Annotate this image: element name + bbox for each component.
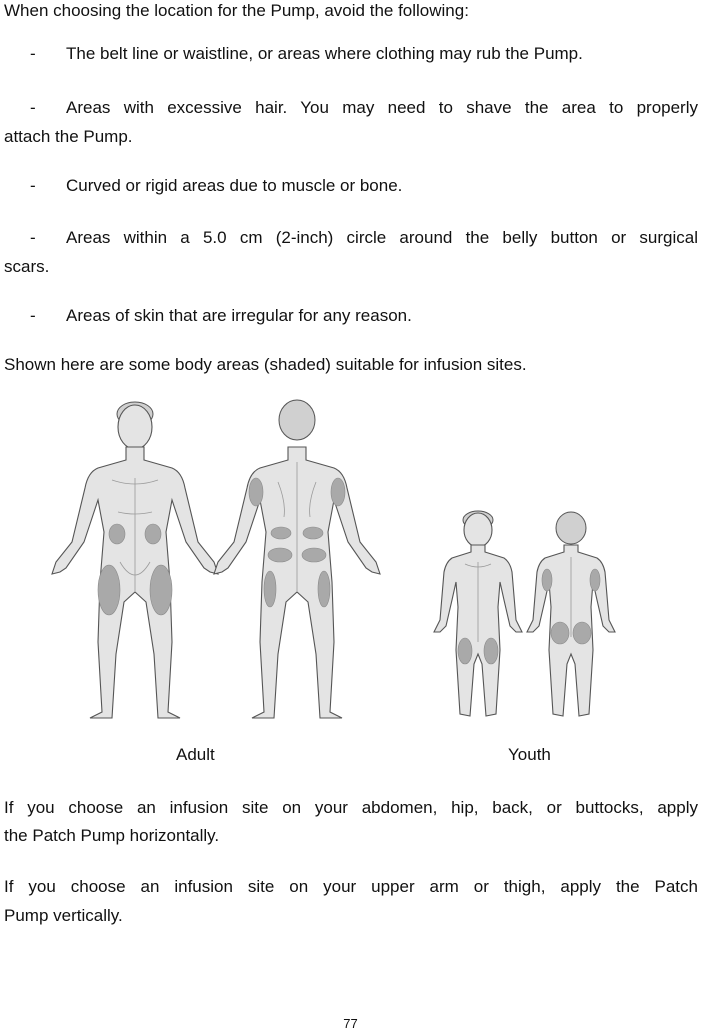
youth-back-figure xyxy=(527,512,615,716)
caption-adult: Adult xyxy=(176,745,215,764)
paragraph-vertical: If you choose an infusion site on your upper arm or thigh, apply the Patch xyxy=(4,877,698,896)
bullet-text: Curved or rigid areas due to muscle or bone. xyxy=(66,176,403,195)
caption-youth: Youth xyxy=(508,745,551,764)
bullet-dash: - xyxy=(30,176,36,195)
bullet-text: Areas with excessive hair. You may need to shave the area to properly xyxy=(66,98,698,117)
paragraph-vertical-continued: Pump vertically. xyxy=(4,906,123,925)
adult-back-figure xyxy=(214,400,380,718)
infusion-sites-figure xyxy=(0,392,701,732)
bullet-dash: - xyxy=(30,98,36,117)
bullet-dash: - xyxy=(30,306,36,325)
bullet-dash: - xyxy=(30,228,36,247)
paragraph-horizontal: If you choose an infusion site on your abdomen, hip, back, or buttocks, apply xyxy=(4,798,698,817)
adult-front-figure xyxy=(52,402,218,718)
bullet-text: Areas within a 5.0 cm (2-inch) circle around the belly button or surgical xyxy=(66,228,698,247)
page-number: 77 xyxy=(343,1016,358,1031)
youth-front-figure xyxy=(434,511,522,716)
paragraph-horizontal-continued: the Patch Pump horizontally. xyxy=(4,826,220,845)
bullet-text: The belt line or waistline, or areas where clothing may rub the Pump. xyxy=(66,44,583,63)
shown-text: Shown here are some body areas (shaded) suitable for infusion sites. xyxy=(4,355,527,374)
bullet-text-continued: scars. xyxy=(4,257,50,276)
bullet-text-continued: attach the Pump. xyxy=(4,127,133,146)
intro-text: When choosing the location for the Pump, avoid the following: xyxy=(4,1,469,20)
bullet-text: Areas of skin that are irregular for any reason. xyxy=(66,306,412,325)
bullet-dash: - xyxy=(30,44,36,63)
